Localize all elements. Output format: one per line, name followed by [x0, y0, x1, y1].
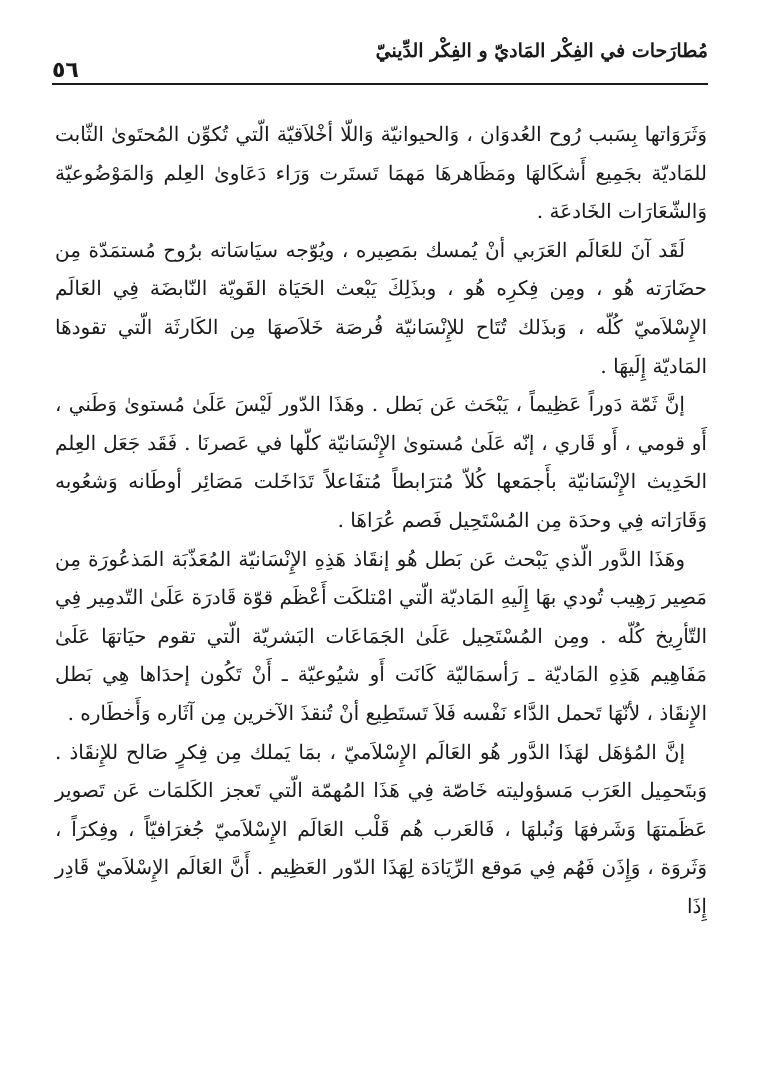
running-header [52, 40, 708, 83]
paragraph-1: وَثَرَوَاتها بِسَبب رُوح العُدوَان ، وَالحيوانيّة وَاللّا أخْلاَقيّة الّتي تُكوِّن المُحتَوىٰ الثّابت للمَاديّة بجَمِيع أَشكَالهَا ومَظَاهرهَا مَهمَا تَستَرت وَرَاء دَعَاوىٰ العِلم وَالمَوْضُوعيّة وَالشّعَارَات الخَادعَة . [55, 122, 707, 224]
paragraph-3: إنَّ ثَمّة دَوراً عَظِيماً ، يَبْحَث عَن بَطل . وهَذَا الدّور لَيْسَ عَلَىٰ مُستوىٰ وَطَني ، أَو قومي ، أَو قَاري ، إنّه عَلَىٰ مُستوىٰ الإِنْسَانيّة كلّها في عَصرنَا . فَقَد جَعَل العِلم الحَدِيث الإِنْسَانيّة بأَجمَعها كُلاّ مُترَابطاً مُتفَاعلاً تَدَاخَلت مَصَائِر أوطَانه وَشعُوبه وَقَارَاته فِي وحدَة مِن المُسْتَحِيل فَصم عُرَاهَا . [55, 392, 707, 532]
header-divider [52, 83, 708, 85]
header-title: مُطارَحات في الفِكْر المَاديّ و الفِكْر الدِّينيّ [375, 40, 708, 62]
body-text [55, 115, 707, 925]
page-number: ٥٦ [52, 58, 79, 83]
paragraph-4: وهَذَا الدَّور الّذي يَبْحث عَن بَطل هُو إنقَاذ هَذِهِ الإِنْسَانيّة المُعَذّبَة المَذعُورَة مِن مَصِير رَهِيب تُودي بهَا إِلَيهِ المَاديّة الّتي امْتلكَت أَعْظَم قوّة قَادرَة عَلَىٰ التّدمِير فِي التّأرِيخ كُلّه . ومِن المُسْتَحِيل عَلَىٰ الجَمَاعَات البَشريّة الّتي تقوم حيَاتهَا عَلَىٰ مَفَاهِيم هَذِهِ المَاديّة ـ رَأسمَاليّة كَانَت أَو شيُوعيّة ـ أَنْ تَكُون إحدَاها هِي بَطل الإِنقَاذ ، لأنّهَا تَحمل الدَّاء نَفْسه فَلاَ تَستَطِيع أنْ تُنقذَ الآخرين مِن آثَاره وَأَخطَاره . [55, 546, 707, 725]
paragraph-5: إنَّ المُؤهَل لهَذَا الدَّور هُو العَالَم الإِسْلاَميّ ، بمَا يَملك مِن فِكرٍ صَالح للإِنقَاذ . وَبتَحمِيل العَرَب مَسؤوليته خَاصّة فِي هَذَا المُهمّة الّتي تَعجز الكَلمَات عَن تَصوير عَظَمتهَا وَشَرفهَا وَنُبلهَا ، فَالعَرب هُم قَلْب العَالَم الإِسْلاَميّ جُغرَافيّاً ، وفِكرَاً ، وَثَروَة ، وَإِذَن فَهُم فِي مَوقع الرِّيَادَة لِهَذَا الدّور العَظِيم . أَنَّ العَالَم الإِسْلاَميّ قَادِر إِذَا [55, 739, 707, 918]
paragraph-2: لَقَد آنَ للعَالَم العَرَبي أنْ يُمسك بمَصِيره ، ويُوّجه سيَاسَاته برُوح مُستمَدّة مِن حضَارَته هُو ، ومِن فِكرِه هُو ، وبذَلِكَ يَبْعث الحَيَاة القَويّة النّابضَة فِي العَالَم الإِسْلاَميّ كُلّه ، وَبذَلك تُتَاح للإِنْسَانيّة فُرصَة خَلاَصهَا مِن الكَارثَة الّتي تقودهَا المَاديّة إِلَيهَا . [55, 237, 707, 378]
